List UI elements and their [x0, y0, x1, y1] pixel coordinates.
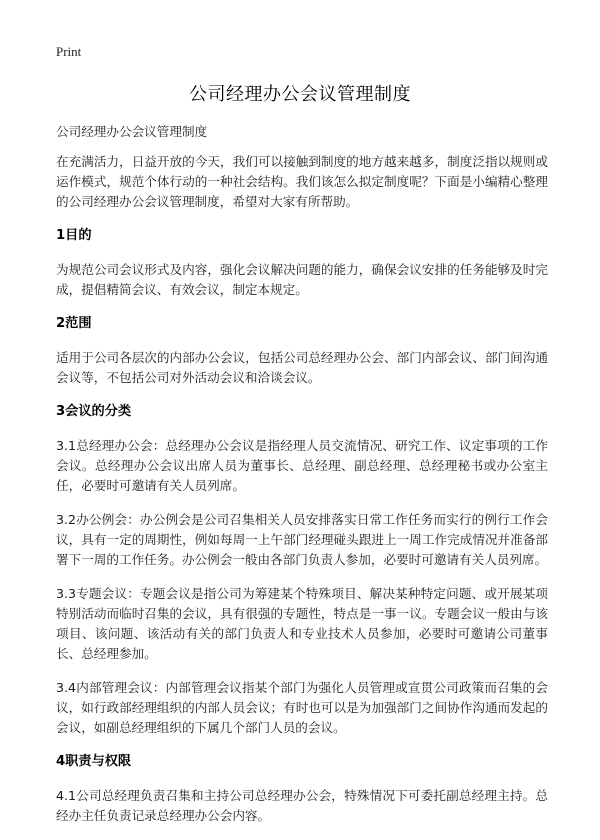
section-paragraph: 为规范公司会议形式及内容，强化会议解决问题的能力，确保会议安排的任务能够及时完成，提倡精简会议、有效会议，制定本规定。: [56, 262, 548, 297]
section-heading: 2范围: [56, 316, 92, 331]
section-heading: 4职责与权限: [56, 754, 132, 769]
section-meeting-types: [56, 402, 548, 738]
section-heading: 1目的: [56, 228, 92, 243]
section-responsibilities: [56, 752, 548, 826]
section-paragraph: 3.2办公例会：办公例会是公司召集相关人员安排落实日常工作任务而实行的例行工作会议，具有一定的周期性，例如每周一上午部门经理碰头跟进上一周工作完成情况并准备部署下一周的工作任务。办公例会一般由各部门负责人参加，必要时可邀请有关人员列席。: [56, 512, 548, 567]
section-paragraph: 3.1总经理办公会：总经理办公会议是指经理人员交流情况、研究工作、议定事项的工作会议。总经理办公会议出席人员为董事长、总经理、副总经理、总经理秘书或办公室主任，必要时可邀请有关人员列席。: [56, 438, 548, 493]
section-scope: [56, 314, 548, 388]
section-paragraph: 3.3专题会议：专题会议是指公司为筹建某个特殊项目、解决某种特定问题、或开展某项特别活动而临时召集的会议，具有很强的专题性，特点是一事一议。专题会议一般由与该项目、该问题、该活动有关的部门负责人和专业技术人员参加，必要时可邀请公司董事长、总经理参加。: [56, 586, 548, 661]
section-paragraph: 3.4内部管理会议：内部管理会议指某个部门为强化人员管理或宣贯公司政策而召集的会议，如行政部经理组织的内部人员会议；有时也可以是为加强部门之间协作沟通而发起的会议，如副总经理组织的下属几个部门人员的会议。: [56, 680, 548, 735]
document-subtitle: 公司经理办公会议管理制度: [56, 124, 208, 139]
print-link[interactable]: Print: [56, 44, 82, 59]
section-heading: 3会议的分类: [56, 404, 132, 419]
section-paragraph: 适用于公司各层次的内部办公会议，包括公司总经理办公会、部门内部会议、部门间沟通会议等，不包括公司对外活动会议和洽谈会议。: [56, 350, 548, 385]
section-paragraph: 4.1公司总经理负责召集和主持公司总经理办公会，特殊情况下可委托副总经理主持。总经办主任负责记录总经理办公会内容。: [56, 788, 548, 823]
intro-paragraph: 在充满活力，日益开放的今天，我们可以接触到制度的地方越来越多，制度泛指以规则或运作模式，规范个体行动的一种社会结构。我们该怎么拟定制度呢？下面是小编精心整理的公司经理办公会议管理制度，希望对大家有所帮助。: [56, 154, 548, 209]
document-body: [56, 122, 548, 840]
page-title: 公司经理办公会议管理制度: [189, 84, 411, 105]
section-purpose: [56, 226, 548, 300]
